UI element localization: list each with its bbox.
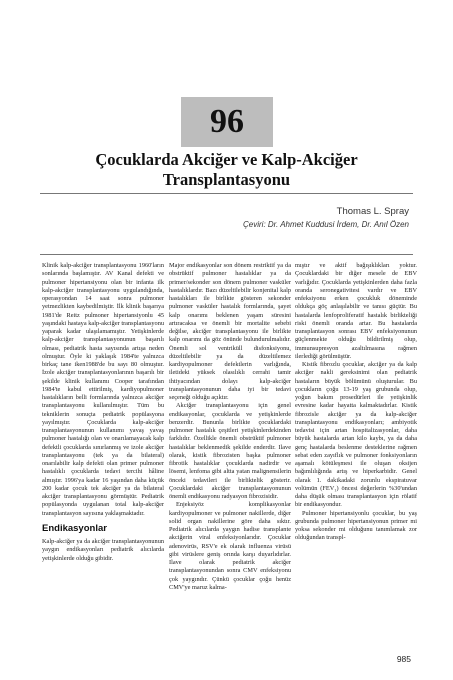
chapter-title-line1: Çocuklarda Akciğer ve Kalp-Akciğer: [95, 150, 358, 169]
chapter-author: Thomas L. Spray: [336, 206, 409, 217]
body-paragraph: Akciğer transplantasyonu için genel endikasyonlar, çocuklarda ve yetişkinlerde benzerdir. Bununla birlikte çocuklardaki pulmoner hastalık çeşitleri yetişkinlerdekinden farklıdır. Özellikle önemli obstrüktif pulmoner hastalıklar beklenmedik şekilde enderdir. Ilave olarak, kistik fibrozisten başka pulmoner fibrotik hastalıklar çocuklarda nadirdir ve lösemi, lenfoma gibi altta yatan malignensilerin önceki tedavileri ile birliktelik gösterir. Çocuklardaki akciğer transplantasyonunun önemli endikasyonu radyasyon fibrozisidir.: [169, 402, 291, 500]
text-column-3: [295, 262, 417, 543]
body-paragraph: mıştır ve aktif bağışıklıkları yoktur. Çocuklardaki bir diğer mesele de EBV varlığıdır. Çocuklarda yetişkinlerden daha fazla oranda seronegativitesi vardır ve EBV enfeksiyonu erken çocukluk döneminde oldukça göç anlaşılabilir ve tanısı güçtür. Bu hastalarda lenfoproliferatif hastalık birlikteliği riski önemli oranda artar. Bu hastalarda transplantasyon sonrası EBV enfeksiyonunun güçlenmekte olduğu bildirilmiş olup, immunsupresyon azaltılmasına rağmen ilerlediği görülmüştür.: [295, 262, 417, 360]
text-column-1: [42, 262, 164, 563]
chapter-number: 96: [181, 97, 273, 147]
body-paragraph: Major endikasyonlar son dönem restriktif ya da obstrüktif pulmoner hastalıklar ya da primer/sekonder son dönem pulmoner vasküler hastalıklardır. Bazı düzeltilebilir konjenital kalp hastalıkları ile birlikte gösteren sekonder pulmoner vasküler hastalık formlarında, şayet kalp onarımı beklenen yaşam süresini artıracaksa ve önemli bir mortalite sebebi değilse, akciğer transplantasyonu ile birlikte kalp onarımı da göz önünde bulundurulmalıdır. Önemli sol ventriküll disfonksiyonu, düzeltilebilir ya da düzeltilemez kardiyopulmoner defektlerin varlığında, iletideki yüksek olasılıklı cerrahi tamir ihtiyacından dolayı kalp-akciğer transplantasyonunun daha iyi bir tedavi seçeneği olduğu açıktır.: [169, 262, 291, 401]
text-column-2: [169, 262, 291, 592]
title-divider-bottom: [40, 254, 413, 255]
body-paragraph: Enjeksiyöz komplikasyonlar kardiyopulmoner ve pulmoner nakillerde, diğer solid organ nakillerine göre daha sıktır. Pediatrik alıcılarda yaygın hadise transplante akciğerin viral enfeksiyonlarıdır. Çocuklar adenovirüs, RSV'e ek olarak influenza virüsü gibi virüslere geniş orında karşı duyarlıdırlar. Ilave olarak pediatrik akciğer transplantasyonundan sonra CMV enfeksiyonu çok yaygındır. Çünkü çocuklar çoğu henüz CMV'ye maruz kalma-: [169, 501, 291, 591]
body-paragraph: Kistik fibrozlu çocuklar, akciğer ya da kalp akciğer nakli gereksinimi olan pediatrik hastaların büyük bölümünü oluşturular. Bu çocukların çoğu 13-19 yaş grubunda olup, yoğun bakım prosedürleri ile yetişkinlik evresine kadar hayatta kalmaktadırlar. Kistik fibrozisle akciğer ya da kalp-akciğer transplantasyonu endikasyonları; ambiyotik tedavisi için artan hospitalizasyonlar, daha büyük hastalarda artan kilo kaybı, ya da daha genç hastalarda beslenme desteklerine rağmen sebat eden zayıflık ve pulmoner fonksiyonların aşamalı kötüleşmesi ile oluşan oksijen bağımlılığında artış ve hiperkarbidir. Genel olarak 1. dakikadaki zorunlu ekspiratuvar volümün (FEV₁) öncesi değerlerin %30'undan daha düşük olması transplantasyon için rölatif bir endikasyondur.: [295, 361, 417, 509]
section-heading-endikasyonlar: Endikasyonlar: [42, 522, 107, 534]
page-number: 985: [396, 654, 411, 664]
title-divider-top: [40, 193, 413, 194]
body-paragraph: Kalp-akciğer ya da akciğer transplantasyonunun yaygın endikasyonları pediatrik alıcılarda yetişkinlerde olduğu gibidir.: [42, 538, 164, 562]
chapter-title-line2: Transplantasyonu: [162, 170, 291, 189]
body-paragraph: Pulmoner hipertansiyonlu çocuklar, bu yaş grubunda pulmoner hipertansiyonun primer mi yoksa sekonder mi olduğunu tanımlamak zor olduğundan transpl-: [295, 509, 417, 542]
chapter-translators: Çeviri: Dr. Ahmet Kuddusi İrdem, Dr. Anıl Özen: [243, 220, 409, 229]
body-paragraph: Klinik kalp-akciğer transplantasyonu 1960'ların sonlarında başlamıştır. AV Kanal defekti ve pulmoner hipertansiyonu olan bir infanta ilk kalp-akciğer transplantasyonu uygulandığında, operasyondan 14 saat sonra pulmoner yetmezlikten kaybedilmiştir. İlk klinik başarıya 1981'de Reitz pulmoner hipertansiyonlu 45 yaşındaki hastaya kalp-akciğer transplantasyonu yaparak kadar ulaşılamamıştır. Yetişkinlerde kalp-akciğer transplantasyonunun başarılı olması, pediatrik hasta sayısında artışa neden olmuştur. Öyle ki yaklaşık 1984'te yalnızca birkaç tane iken1988'de bu sayı 80 olmuştur. İzole akciğer transplantasyonlarının başarılı bir şekilde klinik kullanımı Cooper tarafından 1984'te kabul ettirilmiş, kardiyopulmoner hastalıkların belli formlarında yalnızca akciğer transplantasyonu kullanılmıştır. Tüm bu tekniklerin sonuçta pediatrik popülasyona yayılmıştır. Çocuklarda kalp-akciğer transplantasyonunun kullanımı yavaş yavaş pulmoner hastalığı olan ve onarılamayacak kalp defektli çocuklarda sınırlanmış ve izole akciğer transplantasyonu (tek ya da bilateral) onarılabilir kalp defekti olan primer pulmoner hastalıklı çocuklarda tedavi tercihi hâline almıştır. 1996'ya kadar 16 yaşından daha küçük 200 kadar çocuk tek akciğer ya da bilateral akciğer transplantasyonu görmüştür. Pediatrik popülasyonda uygulanan total kalp-akciğer transplantasyon sayısına yaklaşmaktadır.: [42, 262, 164, 517]
